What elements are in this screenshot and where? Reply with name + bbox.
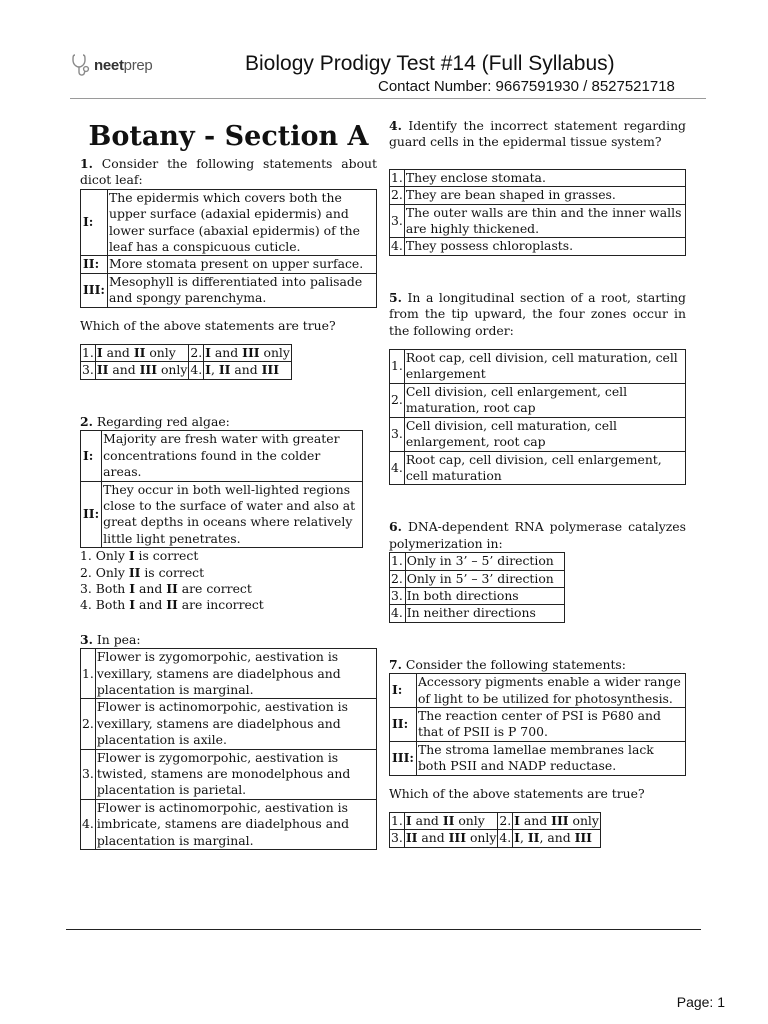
option-number[interactable]: 1. (390, 553, 406, 570)
table-row (390, 451, 686, 485)
table-row (390, 553, 565, 570)
statement-label: II: (390, 707, 417, 741)
option-text[interactable]: I, II and III (204, 362, 292, 379)
statement-label: II: (81, 481, 102, 548)
option-text[interactable]: II and III only (405, 830, 497, 846)
statement-text: Mesophyll is differentiated into palisade and spongy parenchyma. (107, 273, 376, 307)
section-title: Botany - Section A (88, 121, 369, 152)
table-row (390, 204, 686, 238)
option-text[interactable]: Flower is actinomorpohic, aestivation is imbricate, stamens are diadelphous and placentation is marginal. (95, 799, 376, 849)
table-row (390, 169, 686, 186)
footer-divider (66, 929, 701, 930)
option-number[interactable]: 2. (81, 699, 96, 749)
table-row (81, 362, 292, 379)
table-row (390, 417, 686, 451)
question-3-stem: 3. In pea: (80, 631, 141, 647)
option-item[interactable]: 4. Both I and II are incorrect (80, 597, 264, 613)
option-text[interactable]: They are bean shaped in grasses. (404, 187, 685, 204)
question-4-stem: 4. Identify the incorrect statement regarding guard cells in the epidermal tissue system? (389, 118, 686, 150)
option-number[interactable]: 3. (391, 830, 403, 846)
option-text[interactable]: Flower is zygomorpohic, aestivation is twisted, stamens are monodelphous and placentation is parietal. (95, 749, 376, 799)
option-number[interactable]: 2. (390, 570, 406, 587)
statement-label: III: (81, 273, 108, 307)
table-row (390, 813, 601, 830)
option-text[interactable]: II and III only (96, 362, 188, 378)
option-number[interactable]: 3. (390, 587, 406, 604)
option-text[interactable]: I and III only (205, 345, 290, 361)
question-6-stem: 6. DNA-dependent RNA polymerase catalyzes polymerization in: (389, 519, 686, 551)
table-row (390, 350, 686, 384)
statement-label: I: (390, 674, 417, 708)
statement-label: I: (81, 189, 108, 256)
question-7-prompt: Which of the above statements are true? (389, 785, 645, 801)
option-number[interactable]: 1. (82, 345, 94, 361)
question-3-options (80, 648, 377, 850)
stethoscope-icon (70, 52, 92, 78)
statement-text: The stroma lamellae membranes lack both PSII and NADP reductase. (416, 741, 685, 775)
test-title: Biology Prodigy Test #14 (Full Syllabus) (245, 52, 615, 75)
table-row (390, 707, 686, 741)
table-row (81, 256, 377, 273)
question-2-stem: 2. Regarding red algae: (80, 413, 230, 429)
page-header (0, 0, 768, 100)
table-row (390, 741, 686, 775)
option-text[interactable]: Cell division, cell maturation, cell enlargement, root cap (404, 417, 685, 451)
option-text[interactable]: They possess chloroplasts. (404, 238, 685, 255)
question-1-stem: 1. Consider the following statements about dicot leaf: (80, 156, 377, 188)
table-row (81, 699, 377, 749)
question-7-statements (389, 673, 686, 775)
table-row (81, 799, 377, 849)
option-text[interactable]: I, II, and III (513, 830, 601, 847)
statement-label: I: (81, 431, 102, 481)
table-row (81, 749, 377, 799)
statement-text: The reaction center of PSI is P680 and that of PSII is P 700. (416, 707, 685, 741)
option-item[interactable]: 2. Only II is correct (80, 564, 205, 580)
table-row (390, 605, 565, 622)
page-number: Page: 1 (676, 994, 725, 1010)
option-text[interactable]: Cell division, cell enlargement, cell maturation, root cap (404, 383, 685, 417)
option-text[interactable]: I and II only (95, 345, 189, 362)
option-number[interactable]: 3. (390, 417, 405, 451)
neetprep-logo (70, 50, 152, 80)
question-7-options (389, 812, 601, 848)
table-row (81, 431, 363, 481)
option-number[interactable]: 4. (81, 799, 96, 849)
table-row (390, 238, 686, 255)
option-text[interactable]: I and II only (404, 813, 498, 830)
option-number[interactable]: 2. (499, 813, 512, 828)
option-text[interactable]: Only in 5’ – 3’ direction (405, 570, 564, 587)
question-2-statements (80, 430, 363, 548)
option-number[interactable]: 3. (81, 749, 96, 799)
table-row (390, 830, 601, 847)
option-text[interactable]: In both directions (405, 587, 564, 604)
option-text[interactable]: They enclose stomata. (404, 169, 685, 186)
table-row (81, 481, 363, 548)
table-row (390, 187, 686, 204)
contact-number: Contact Number: 9667591930 / 8527521718 (378, 78, 675, 95)
question-1-prompt: Which of the above statements are true? (80, 317, 336, 333)
left-column (80, 118, 377, 850)
table-row (390, 570, 565, 587)
option-item[interactable]: 3. Both I and II are correct (80, 580, 252, 596)
statement-label: III: (390, 741, 417, 775)
option-number[interactable]: 1. (390, 350, 405, 384)
option-number[interactable]: 3. (390, 204, 405, 238)
header-divider (70, 98, 706, 99)
table-row (390, 587, 565, 604)
option-number[interactable]: 4. (499, 830, 512, 846)
statement-text: The epidermis which covers both the upper surface (adaxial epidermis) and lower surface (abaxial epidermis) of the leaf has a conspicuous cuticle. (107, 189, 376, 256)
table-row (81, 273, 377, 307)
option-number[interactable]: 1. (81, 649, 96, 699)
option-number[interactable]: 2. (391, 187, 403, 203)
statement-text: They occur in both well-lighted regions close to the surface of water and also at great depths in oceans where relatively little light penetrates. (102, 481, 363, 548)
option-text[interactable]: In neither directions (405, 605, 564, 622)
right-column (389, 118, 686, 848)
option-number[interactable]: 4. (391, 238, 403, 254)
option-number[interactable]: 4. (390, 605, 406, 622)
option-text[interactable]: Flower is actinomorpohic, aestivation is vexillary, stamens are diadelphous and placentation is axile. (95, 699, 376, 749)
option-number[interactable]: 3. (82, 362, 94, 378)
option-number[interactable]: 2. (390, 383, 405, 417)
option-number[interactable]: 1. (391, 813, 403, 828)
option-text[interactable]: I and III only (514, 813, 599, 828)
table-row (81, 649, 377, 699)
question-6-options (389, 552, 565, 623)
option-text[interactable]: The outer walls are thin and the inner walls are highly thickened. (404, 204, 685, 238)
statement-text: Accessory pigments enable a wider range of light to be utilized for photosynthesis. (416, 674, 685, 708)
question-1-statements (80, 189, 377, 308)
statement-label: II: (81, 256, 108, 273)
question-1-options (80, 344, 292, 380)
question-5-options (389, 349, 686, 485)
statement-text: More stomata present on upper surface. (107, 256, 376, 273)
option-text[interactable]: Root cap, cell division, cell enlargement, cell maturation (404, 451, 685, 485)
question-7-stem: 7. Consider the following statements: (389, 656, 626, 672)
option-number[interactable]: 1. (391, 169, 403, 185)
option-number[interactable]: 2. (190, 345, 203, 361)
option-text[interactable]: Only in 3’ – 5’ direction (405, 553, 564, 570)
question-2-options (80, 548, 377, 614)
option-text[interactable]: Root cap, cell division, cell maturation, cell enlargement (404, 350, 685, 384)
question-4-options (389, 169, 686, 256)
option-text[interactable]: Flower is zygomorpohic, aestivation is vexillary, stamens are diadelphous and placentation is marginal. (95, 649, 376, 699)
option-item[interactable]: 1. Only I is correct (80, 548, 199, 564)
logo-text: neetprep (94, 56, 153, 74)
table-row (81, 189, 377, 256)
question-5-stem: 5. In a longitudinal section of a root, starting from the tip upward, the four zones occur in the following order: (389, 289, 686, 338)
table-row (81, 345, 292, 362)
option-number[interactable]: 4. (390, 451, 405, 485)
table-row (390, 383, 686, 417)
option-number[interactable]: 4. (190, 362, 203, 378)
statement-text: Majority are fresh water with greater concentrations found in the colder areas. (102, 431, 363, 481)
table-row (390, 674, 686, 708)
